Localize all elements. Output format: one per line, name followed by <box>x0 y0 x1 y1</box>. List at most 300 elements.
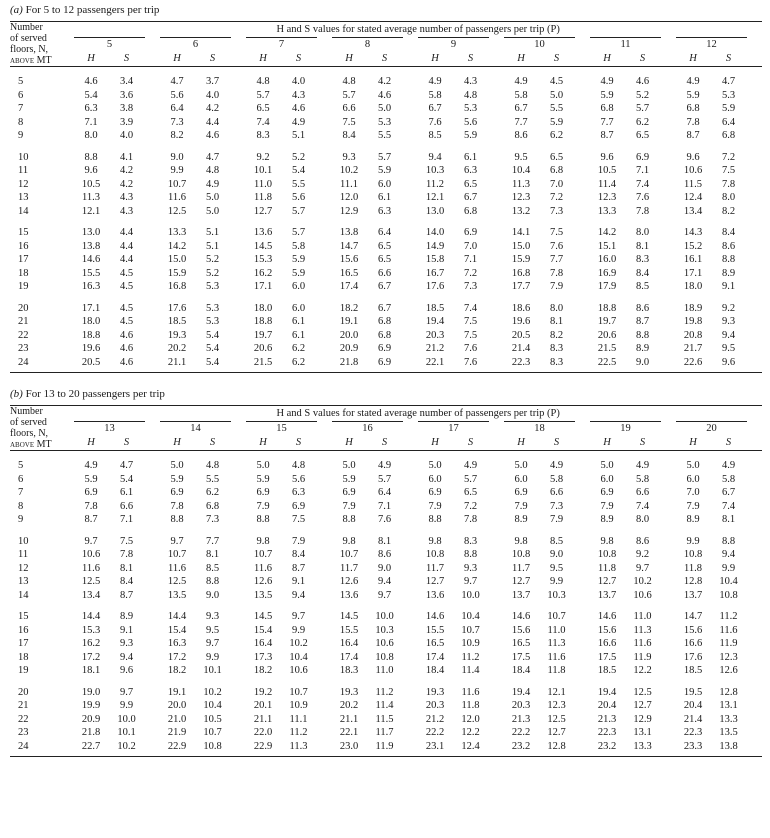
h-value: 21.1 <box>339 713 359 725</box>
s-value: 8.8 <box>205 576 220 587</box>
h-value: 16.8 <box>167 281 187 292</box>
h-value: 11.5 <box>684 178 702 190</box>
p-value: 6 <box>160 38 231 52</box>
h-value: 22.5 <box>597 356 617 368</box>
s-value: 7.5 <box>463 316 478 327</box>
h-value: 14.3 <box>683 227 703 238</box>
s-value: 4.5 <box>119 302 134 314</box>
h-value: 22.0 <box>253 727 273 738</box>
h-value: 10.8 <box>511 549 531 560</box>
s-header: S <box>366 436 403 450</box>
s-value: 6.5 <box>549 151 564 163</box>
p-values-row <box>10 422 762 436</box>
s-value: 12.8 <box>547 740 566 752</box>
s-value: 5.4 <box>119 473 134 485</box>
table-row <box>10 726 762 740</box>
floors-value: 10 <box>18 151 29 163</box>
h-value: 12.8 <box>683 576 703 587</box>
s-value: 10.4 <box>289 651 308 663</box>
s-value: 10.0 <box>117 713 136 725</box>
h-value: 15.1 <box>597 240 617 252</box>
table-row <box>10 575 762 589</box>
floors-value: 9 <box>18 514 24 525</box>
h-header: H <box>418 52 452 66</box>
s-header: S <box>624 436 661 450</box>
s-value: 6.2 <box>635 116 650 128</box>
s-value: 13.1 <box>719 700 738 711</box>
s-value: 10.4 <box>461 611 480 622</box>
h-value: 12.5 <box>167 205 187 217</box>
h-value: 14.6 <box>597 611 617 622</box>
h-value: 13.4 <box>81 589 101 601</box>
s-value: 6.9 <box>291 500 306 512</box>
h-value: 6.8 <box>600 103 614 114</box>
s-value: 9.1 <box>721 281 736 292</box>
s-value: 7.9 <box>291 535 306 547</box>
p-value: 18 <box>504 422 575 436</box>
h-value: 13.5 <box>253 589 273 601</box>
s-value: 9.1 <box>119 624 134 636</box>
h-value: 10.8 <box>425 549 445 560</box>
h-value: 5.0 <box>514 460 528 471</box>
h-value: 19.7 <box>253 329 273 341</box>
s-value: 4.5 <box>549 76 564 87</box>
h-value: 19.1 <box>339 316 359 327</box>
h-value: 12.7 <box>253 205 273 217</box>
h-value: 11.3 <box>512 178 530 190</box>
h-value: 20.0 <box>167 700 187 711</box>
s-value: 4.4 <box>119 240 134 252</box>
floors-value: 14 <box>18 205 29 217</box>
h-value: 10.2 <box>339 165 359 176</box>
floors-value: 24 <box>18 356 29 368</box>
h-value: 14.0 <box>425 227 445 238</box>
h-value: 16.3 <box>167 638 187 649</box>
h-value: 5.0 <box>428 460 442 471</box>
floors-value: 23 <box>18 727 29 738</box>
h-value: 19.6 <box>511 316 531 327</box>
h-value: 14.2 <box>597 227 617 238</box>
s-value: 6.6 <box>377 267 392 279</box>
header-row <box>10 406 762 422</box>
table-row <box>10 535 762 549</box>
s-value: 9.4 <box>721 329 736 341</box>
s-value: 10.7 <box>203 727 222 738</box>
s-value: 8.4 <box>119 576 134 587</box>
h-value: 4.9 <box>84 460 98 471</box>
floors-value: 20 <box>18 686 29 698</box>
s-value: 9.4 <box>377 576 392 587</box>
h-value: 20.5 <box>511 329 531 341</box>
s-value: 11.9 <box>719 638 738 649</box>
h-value: 6.4 <box>170 103 184 114</box>
s-value: 11.6 <box>719 624 738 636</box>
s-value: 4.4 <box>119 227 134 238</box>
table-row <box>10 116 762 130</box>
h-value: 14.1 <box>511 227 531 238</box>
h-value: 10.7 <box>339 549 359 560</box>
table-row <box>10 253 762 267</box>
s-value: 11.0 <box>633 611 652 622</box>
h-value: 13.8 <box>81 240 101 252</box>
s-value: 6.6 <box>635 487 650 498</box>
floors-value: 21 <box>18 316 29 327</box>
h-value: 13.2 <box>511 205 531 217</box>
h-value: 11.3 <box>82 192 100 203</box>
h-value: 20.1 <box>253 700 273 711</box>
s-value: 10.1 <box>117 727 136 738</box>
s-value: 5.9 <box>291 267 306 279</box>
s-value: 6.7 <box>377 302 392 314</box>
s-value: 5.6 <box>463 116 478 128</box>
s-value: 4.8 <box>291 460 306 471</box>
p-value: 11 <box>590 38 661 52</box>
h-value: 18.3 <box>339 665 359 676</box>
s-value: 11.8 <box>547 665 566 676</box>
h-value: 10.4 <box>511 165 531 176</box>
h-value: 14.6 <box>81 254 101 265</box>
s-value: 12.7 <box>547 727 566 738</box>
s-value: 12.7 <box>633 700 652 711</box>
p-values-row <box>10 38 762 52</box>
table-row <box>10 164 762 178</box>
h-value: 5.9 <box>686 89 700 101</box>
h-value: 18.8 <box>253 316 273 327</box>
h-value: 17.1 <box>253 281 273 292</box>
s-value: 8.1 <box>119 562 134 574</box>
h-value: 5.6 <box>170 89 184 101</box>
s-value: 4.5 <box>119 267 134 279</box>
h-value: 6.9 <box>170 487 184 498</box>
s-value: 11.9 <box>375 740 394 752</box>
h-value: 10.6 <box>81 549 101 560</box>
s-value: 4.0 <box>205 89 220 101</box>
h-value: 18.5 <box>425 302 445 314</box>
h-value: 9.8 <box>256 535 270 547</box>
h-value: 16.2 <box>253 267 273 279</box>
h-value: 8.8 <box>170 514 184 525</box>
s-header: S <box>280 436 317 450</box>
s-value: 11.5 <box>375 713 394 725</box>
s-value: 5.7 <box>291 227 306 238</box>
p-value: 20 <box>676 422 747 436</box>
s-value: 5.7 <box>291 205 306 217</box>
h-value: 6.9 <box>256 487 270 498</box>
h-value: 19.8 <box>683 316 703 327</box>
table-row <box>10 129 762 143</box>
s-value: 7.0 <box>463 240 478 252</box>
floors-value: 24 <box>18 740 29 752</box>
h-header: H <box>676 436 710 450</box>
h-value: 6.7 <box>514 103 528 114</box>
s-value: 10.2 <box>203 686 222 698</box>
floors-value: 22 <box>18 329 29 341</box>
h-value: 23.2 <box>597 740 617 752</box>
s-value: 5.0 <box>549 89 564 101</box>
s-value: 4.2 <box>119 178 134 190</box>
s-value: 6.4 <box>721 116 736 128</box>
s-value: 12.2 <box>461 727 480 738</box>
s-value: 12.3 <box>547 700 566 711</box>
floors-value: 12 <box>18 562 29 574</box>
h-value: 18.4 <box>511 665 531 676</box>
p-value: 13 <box>74 422 145 436</box>
h-value: 9.2 <box>256 151 270 163</box>
h-value: 10.8 <box>597 549 617 560</box>
h-value: 13.7 <box>597 589 617 601</box>
table-row <box>10 280 762 294</box>
h-value: 8.9 <box>600 514 614 525</box>
h-header: H <box>332 436 366 450</box>
s-value: 10.3 <box>375 624 394 636</box>
s-value: 13.3 <box>719 713 738 725</box>
s-value: 9.7 <box>463 576 478 587</box>
h-value: 15.5 <box>339 624 359 636</box>
h-value: 5.8 <box>514 89 528 101</box>
s-value: 9.9 <box>549 576 564 587</box>
h-value: 14.2 <box>167 240 187 252</box>
h-value: 23.1 <box>425 740 445 752</box>
h-value: 11.4 <box>598 178 616 190</box>
table-row <box>10 740 762 754</box>
s-value: 5.5 <box>205 473 220 485</box>
s-header: S <box>538 436 575 450</box>
s-value: 12.5 <box>547 713 566 725</box>
caption-b-letter: (b) <box>10 388 23 400</box>
s-value: 12.2 <box>633 665 652 676</box>
s-value: 6.7 <box>721 487 736 498</box>
s-value: 7.7 <box>205 535 220 547</box>
p-value: 9 <box>418 38 489 52</box>
s-value: 11.4 <box>461 665 480 676</box>
h-value: 17.7 <box>511 281 531 292</box>
s-value: 9.6 <box>721 356 736 368</box>
s-value: 5.0 <box>377 103 392 114</box>
s-value: 8.5 <box>205 562 220 574</box>
s-value: 12.1 <box>547 686 566 698</box>
s-value: 7.5 <box>463 329 478 341</box>
s-value: 6.4 <box>377 227 392 238</box>
floors-value: 13 <box>18 192 29 203</box>
h-value: 21.1 <box>253 713 273 725</box>
s-header: S <box>194 436 231 450</box>
s-value: 4.6 <box>291 103 306 114</box>
s-value: 7.9 <box>549 514 564 525</box>
hs-header-row <box>10 436 762 450</box>
h-header: H <box>590 436 624 450</box>
h-value: 13.6 <box>425 589 445 601</box>
floors-value: 8 <box>18 116 24 128</box>
s-value: 10.8 <box>203 740 222 752</box>
s-value: 11.0 <box>547 624 566 636</box>
s-value: 9.3 <box>119 638 134 649</box>
h-value: 7.9 <box>256 500 270 512</box>
h-value: 11.6 <box>254 562 272 574</box>
s-value: 6.0 <box>291 281 306 292</box>
s-value: 10.9 <box>289 700 308 711</box>
floors-value: 19 <box>18 665 29 676</box>
h-value: 7.9 <box>428 500 442 512</box>
floors-value: 8 <box>18 500 24 512</box>
floors-header-line: of served <box>10 33 47 44</box>
h-value: 6.9 <box>428 487 442 498</box>
p-value: 14 <box>160 422 231 436</box>
h-value: 16.6 <box>683 638 703 649</box>
s-value: 8.4 <box>721 227 736 238</box>
h-value: 11.6 <box>168 192 186 203</box>
h-value: 9.9 <box>686 535 700 547</box>
h-value: 14.9 <box>425 240 445 252</box>
h-value: 18.8 <box>81 329 101 341</box>
s-value: 7.0 <box>549 178 564 190</box>
s-value: 4.6 <box>377 89 392 101</box>
h-value: 8.2 <box>170 130 184 141</box>
h-value: 13.5 <box>167 589 187 601</box>
s-value: 5.7 <box>377 473 392 485</box>
floors-value: 11 <box>18 165 29 176</box>
s-value: 6.8 <box>377 329 392 341</box>
s-value: 5.8 <box>635 473 650 485</box>
h-value: 15.5 <box>425 624 445 636</box>
table-row <box>10 459 762 473</box>
h-value: 7.6 <box>428 116 442 128</box>
h-value: 12.9 <box>339 205 359 217</box>
s-value: 7.6 <box>377 514 392 525</box>
h-value: 18.4 <box>425 665 445 676</box>
h-value: 8.6 <box>514 130 528 141</box>
h-value: 15.6 <box>511 624 531 636</box>
s-value: 7.4 <box>463 302 478 314</box>
floors-header-line: floors, N, <box>10 428 49 439</box>
h-value: 8.4 <box>342 130 356 141</box>
s-value: 4.4 <box>119 254 134 265</box>
table-row <box>10 102 762 116</box>
s-value: 7.3 <box>463 281 478 292</box>
s-value: 7.1 <box>635 165 650 176</box>
h-value: 15.4 <box>167 624 187 636</box>
h-value: 8.8 <box>342 514 356 525</box>
h-value: 21.3 <box>511 713 531 725</box>
h-value: 18.6 <box>511 302 531 314</box>
table-row <box>10 267 762 281</box>
s-value: 10.4 <box>719 576 738 587</box>
floors-header <box>10 406 74 451</box>
s-value: 5.9 <box>377 165 392 176</box>
floors-value: 16 <box>18 624 29 636</box>
h-value: 5.4 <box>84 89 98 101</box>
s-value: 8.1 <box>721 514 736 525</box>
s-value: 5.3 <box>205 316 220 327</box>
s-value: 9.2 <box>635 549 650 560</box>
s-value: 3.4 <box>119 76 134 87</box>
s-value: 8.8 <box>635 329 650 341</box>
h-value: 9.0 <box>170 151 184 163</box>
s-header: S <box>452 52 489 66</box>
h-value: 11.8 <box>254 192 272 203</box>
h-value: 19.4 <box>597 686 617 698</box>
s-value: 6.2 <box>205 487 220 498</box>
h-value: 15.8 <box>425 254 445 265</box>
s-value: 12.0 <box>461 713 480 725</box>
h-value: 18.5 <box>597 665 617 676</box>
s-value: 5.9 <box>291 254 306 265</box>
s-value: 5.3 <box>205 302 220 314</box>
s-value: 5.9 <box>721 103 736 114</box>
s-value: 7.2 <box>721 151 736 163</box>
s-value: 7.2 <box>549 192 564 203</box>
s-value: 8.0 <box>721 192 736 203</box>
s-value: 8.0 <box>549 302 564 314</box>
s-value: 6.7 <box>377 281 392 292</box>
h-value: 20.3 <box>511 700 531 711</box>
s-value: 13.5 <box>719 727 738 738</box>
p-value: 12 <box>676 38 747 52</box>
h-value: 22.1 <box>425 356 445 368</box>
table-row <box>10 699 762 713</box>
h-value: 4.9 <box>514 76 528 87</box>
s-value: 5.1 <box>291 130 306 141</box>
s-value: 4.9 <box>549 460 564 471</box>
s-value: 5.8 <box>291 240 306 252</box>
h-value: 21.0 <box>167 713 187 725</box>
s-value: 6.8 <box>377 316 392 327</box>
h-value: 16.1 <box>683 254 703 265</box>
s-value: 8.2 <box>549 329 564 341</box>
s-value: 9.0 <box>549 549 564 560</box>
h-value: 23.2 <box>511 740 531 752</box>
h-value: 8.8 <box>84 151 98 163</box>
s-value: 7.1 <box>377 500 392 512</box>
h-value: 21.5 <box>597 343 617 354</box>
h-value: 6.0 <box>514 473 528 485</box>
h-header: H <box>676 52 710 66</box>
table-row <box>10 226 762 240</box>
s-value: 8.8 <box>721 254 736 265</box>
s-value: 7.6 <box>463 356 478 368</box>
h-value: 14.5 <box>339 611 359 622</box>
s-value: 3.9 <box>119 116 134 128</box>
h-value: 6.0 <box>686 473 700 485</box>
s-value: 9.0 <box>205 589 220 601</box>
h-header: H <box>418 436 452 450</box>
table-a <box>10 21 762 373</box>
h-value: 20.3 <box>425 700 445 711</box>
s-value: 4.1 <box>119 151 134 163</box>
h-value: 4.7 <box>170 76 184 87</box>
h-value: 7.8 <box>686 116 700 128</box>
h-value: 12.7 <box>511 576 531 587</box>
h-value: 10.1 <box>253 165 273 176</box>
s-value: 11.1 <box>289 713 308 725</box>
s-value: 8.7 <box>635 316 650 327</box>
s-value: 4.3 <box>119 192 134 203</box>
s-value: 8.5 <box>635 281 650 292</box>
h-value: 21.2 <box>425 713 445 725</box>
s-value: 8.1 <box>635 240 650 252</box>
h-value: 7.9 <box>342 500 356 512</box>
h-header: H <box>590 52 624 66</box>
s-value: 8.0 <box>635 514 650 525</box>
h-value: 6.5 <box>256 103 270 114</box>
p-value: 15 <box>246 422 317 436</box>
h-value: 21.1 <box>167 356 187 368</box>
h-value: 15.0 <box>167 254 187 265</box>
h-value: 5.7 <box>342 89 356 101</box>
h-value: 21.5 <box>253 356 273 368</box>
h-value: 19.0 <box>81 686 101 698</box>
h-value: 10.7 <box>167 549 187 560</box>
floors-value: 15 <box>18 611 29 622</box>
